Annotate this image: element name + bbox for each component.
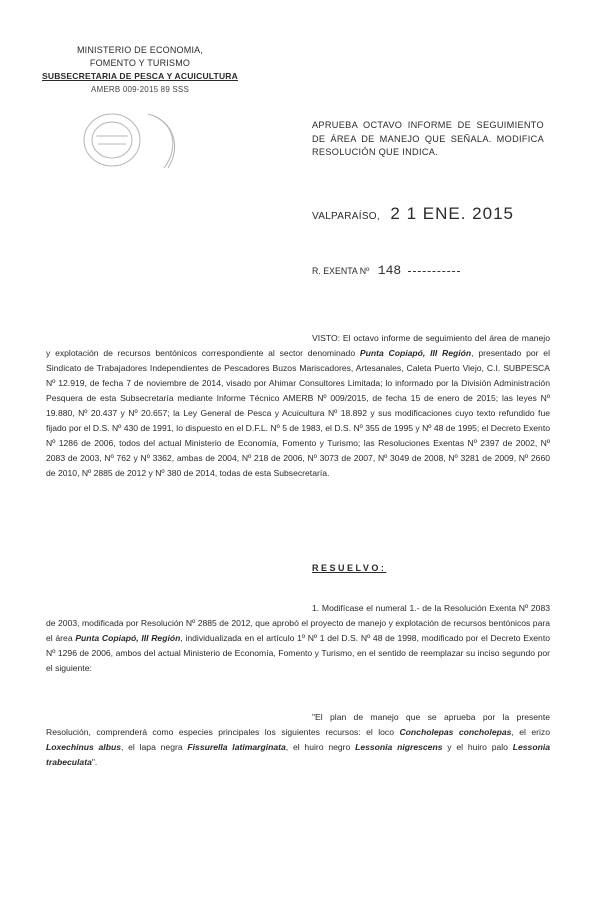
quote-text-5: y el huiro palo xyxy=(442,742,513,752)
number-underline xyxy=(408,271,460,272)
species-erizo: Loxechinus albus xyxy=(46,742,121,752)
resolution-label: R. EXENTA Nº xyxy=(312,266,370,276)
subsecretaria-line: SUBSECRETARIA DE PESCA Y ACUICULTURA xyxy=(42,71,238,81)
date-stamp: 2 1 ENE. 2015 xyxy=(390,204,514,223)
ministry-line-1: MINISTERIO DE ECONOMIA, xyxy=(76,45,204,55)
place-and-date xyxy=(312,204,552,224)
article-1-text-2: , individualizada en el artículo 1º Nº 1 del D.S. Nº 48 de 1998, modificado por el Decreto Exento Nº 1296 de 2006, ambos del actual Ministerio de Economía, Fomento y Turismo, en el sentido de reemplazar su inciso segundo por el siguiente: xyxy=(46,633,551,673)
visto-text-1: VISTO: El octavo informe de seguimiento del área de manejo y explotación de recursos bentónicos correspondiente al sector denominado xyxy=(46,333,550,358)
quote-text-1: "El plan de manejo que se aprueba por la presente Resolución, comprenderá como especies principales los siguientes recursos: el loco xyxy=(46,712,550,737)
resuelvo-heading: RESUELVO: xyxy=(312,563,387,573)
resolution-subject: APRUEBA OCTAVO INFORME DE SEGUIMIENTO DE ÁREA DE MANEJO QUE SEÑALA. MODIFICA RESOLUCIÓN QUE INDICA. xyxy=(312,120,544,157)
quote-text-2: , el erizo xyxy=(511,727,550,737)
ministry-header xyxy=(40,44,240,96)
resolution-number xyxy=(312,261,552,279)
species-huiro-negro: Lessonia nigrescens xyxy=(355,742,443,752)
species-huiro-palo: Lessonia trabeculata xyxy=(46,742,550,767)
reference-code: AMERB 009-2015 89 SSS xyxy=(90,85,190,94)
article-1-text-1: 1. Modifícase el numeral 1.- de la Resolución Exenta Nº 2083 de 2003, modificada por Resolución Nº 2885 de 2012, que aprobó el proyecto de manejo y explotación de recursos bentónicos para el área xyxy=(46,603,550,643)
place: VALPARAÍSO, xyxy=(312,211,380,222)
species-loco: Concholepas concholepas xyxy=(399,727,512,737)
official-seal-stamp xyxy=(78,106,184,172)
resolution-article-1 xyxy=(46,601,550,676)
article-1-area-name: Punta Copiapó, III Región xyxy=(75,633,181,643)
species-lapa: Fissurella latimarginata xyxy=(187,742,286,752)
quote-text-6: ". xyxy=(91,757,98,767)
visto-text-2: , presentado por el Sindicato de Trabajadores Independientes de Pescadores Buzos Mariscadores, Artesanales, Caleta Puerto Viejo, C.I. SUBPESCA Nº 12.919, de fecha 7 de noviembre de 2014, visado por Ahimar Consultores Limitada; lo informado por la División Administración Pesquera de esta Subsecretaría mediante Informe Técnico AMERB Nº 009/2015, de fecha 15 de enero de 2015; las leyes Nº 19.880, Nº 20.437 y Nº 20.657; la Ley General de Pesca y Acuicultura Nº 18.892 y sus modificaciones cuyo texto refundido fue fijado por el D.S. Nº 430 de 1991, lo dispuesto en el D.F.L. Nº 5 de 1983, el D.S. Nº 355 de 1995 y Nº 48 de 1995; el Decreto Exento Nº 1286 de 2006, todos del actual Ministerio de Economía, Fomento y Turismo; las Resoluciones Exentas Nº 2397 de 2002, Nº 2083 de 2003, Nº 762 y Nº 3362, ambas de 2004, Nº 218 de 2006, Nº 3073 de 2007, Nº 3049 de 2008, Nº 3281 de 2009, Nº 2660 de 2010, Nº 2885 de 2012 y Nº 380 de 2014, todas de esta Subsecretaría. xyxy=(46,348,550,478)
quote-text-3: , el lapa negra xyxy=(120,742,188,752)
visto-paragraph xyxy=(46,331,550,481)
visto-area-name: Punta Copiapó, III Región xyxy=(359,348,472,358)
resolution-number-value: 148 xyxy=(377,263,402,278)
quote-text-4: , el huiro negro xyxy=(285,742,356,752)
ministry-line-2: FOMENTO Y TURISMO xyxy=(89,58,191,68)
quoted-replacement-paragraph xyxy=(46,710,550,770)
